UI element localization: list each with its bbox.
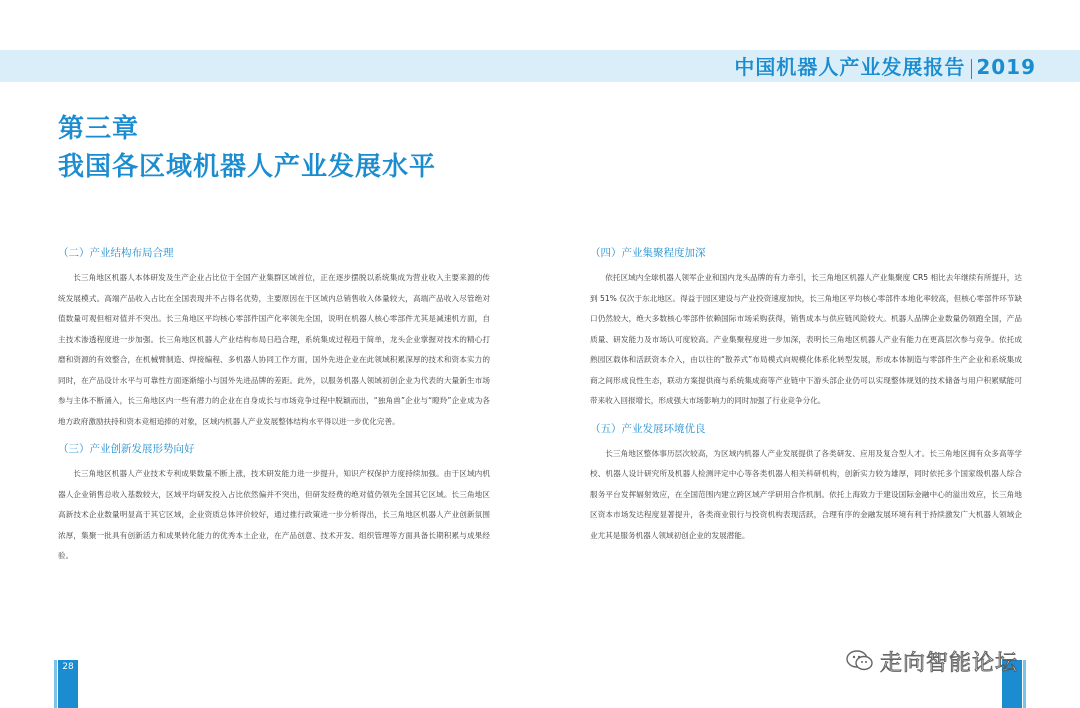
watermark-text: 走向智能论坛 [880,650,1019,676]
section [590,420,1022,547]
watermark [846,646,1018,676]
section-heading: （三）产业创新发展形势向好 [58,443,195,455]
section-paragraph: 长三角地区整体事历层次较高，为区域内机器人产业发展提供了各类研发、应用及复合型人才。长三角地区拥有众多高等学校、机器人设计研究所及机器人检测评定中心等各类机器人相关科研机构，创新实力较为雄厚，同时依托多个国家级机器人综合服务平台发挥辐射效应，在全国范围内建立跨区域产学研用合作机制。依托上海致力于建设国际金融中心的溢出效应，长三角地区资本市场发达程度显著提升，各类商业银行与投资机构表现活跃，合理有序的金融发展环境有利于持续激发广大机器人领域企业尤其是服务机器人领域初创企业的发展潜能。 [590,448,1022,540]
section-heading: （二）产业结构布局合理 [58,247,174,259]
section-heading: （四）产业集聚程度加深 [590,247,706,259]
wechat-icon [846,649,874,673]
section-paragraph: 长三角地区机器人产业技术专利成果数量不断上涨，技术研发能力进一步提升，知识产权保护力度持续加强。由于区域内机器人企业销售总收入基数较大，区域平均研发投入占比依然偏并不突出，但研发经费的绝对值仍领先全国其它区域。长三角地区高新技术企业数量明显高于其它区域，企业资质总体评价较好，通过推行政策进一步分析得出，长三角地区机器人产业创新氛围浓厚，集聚一批具有创新活力和成果转化能力的优秀本土企业，在产品创意、技术开发、组织管理等方面具备长期积累与成果经验。 [58,469,490,560]
report-header [734,53,1036,81]
section [58,244,490,432]
corner-stripe-left [54,660,57,708]
left-column [58,244,490,575]
section-paragraph: 依托区域内全球机器人领军企业和国内龙头品牌的有力牵引，长三角地区机器人产业集聚度 CR5 相比去年继续有所提升，达到 51% 仅次于东北地区。得益于园区建设与产业投资速度加快，长三角地区平均核心零部件本地化率较高，但核心零部件环节缺口仍然较大，绝大多数核心零部件依赖国际市场采购获得，销售成本与供应链风险较大。机器人品牌企业数量仍领跑全国，产品质量、研发能力及市场认可度较高。产业集聚程度进一步加深，表明长三角地区机器人产业有能力在更高层次参与竞争。依托成熟园区载体和活跃资本介入，由以往的“散养式”布局模式向规模化体系化转型发展，形成本体制造与零部件生产企业和系统集成商之间形成良性生态，联动方案提供商与系统集成商等产业链中下游头部企业仍可以实现整体规划的技术储备与用户积累赋能可带来收入回报增长，形成强大市场影响力的同时加强了行业竞争分化。 [590,273,1022,405]
right-column [590,244,1022,554]
corner-stripe-right [1023,660,1026,708]
section-paragraph: 长三角地区机器人本体研发及生产企业占比位于全国产业集群区域首位，正在逐步摆脱以系统集成为营业收入主要来源的传统发展模式。高端产品收入占比在全国表现并不占得名优势，主要原因在于区域内总销售收入体量较大，高端产品收入尽管绝对值数量可观但相对值并不突出。长三角地区平均核心零部件国产化率领先全国，说明在机器人核心零部件尤其是减速机方面，自主技术渗透程度进一步加强。长三角地区机器人产业结构布局日趋合理，系统集成过程趋于简单，龙头企业掌握对技术的精心打磨和资源的有效整合，在机械臂制造、焊接编程、多机器人协同工作方面，国外先进企业在此领域积累深厚的技术和资本实力的同时，在产品设计水平与可靠性方面逐渐缩小与国外先进品牌的差距。此外，以服务机器人领域初创企业为代表的大量新生市场参与主体不断涌入，长三角地区内一些有潜力的企业在自身成长与市场竞争过程中脱颖而出，“独角兽”企业与“瞪羚”企业成为各地方政府激励扶持和资本竞相追捧的对象，区域内机器人产业发展整体结构水平得以进一步优化完善。 [58,273,490,426]
section-heading: （五）产业发展环境优良 [590,422,706,435]
chapter-number: 第三章 [58,114,140,144]
section [58,440,490,567]
page-number: 28 [62,662,74,672]
chapter-title: 我国各区域机器人产业发展水平 [58,152,437,182]
section [590,244,1022,412]
header-divider [971,59,972,79]
report-year: 2019 [976,55,1036,79]
report-title: 中国机器人产业发展报告 [734,55,966,79]
